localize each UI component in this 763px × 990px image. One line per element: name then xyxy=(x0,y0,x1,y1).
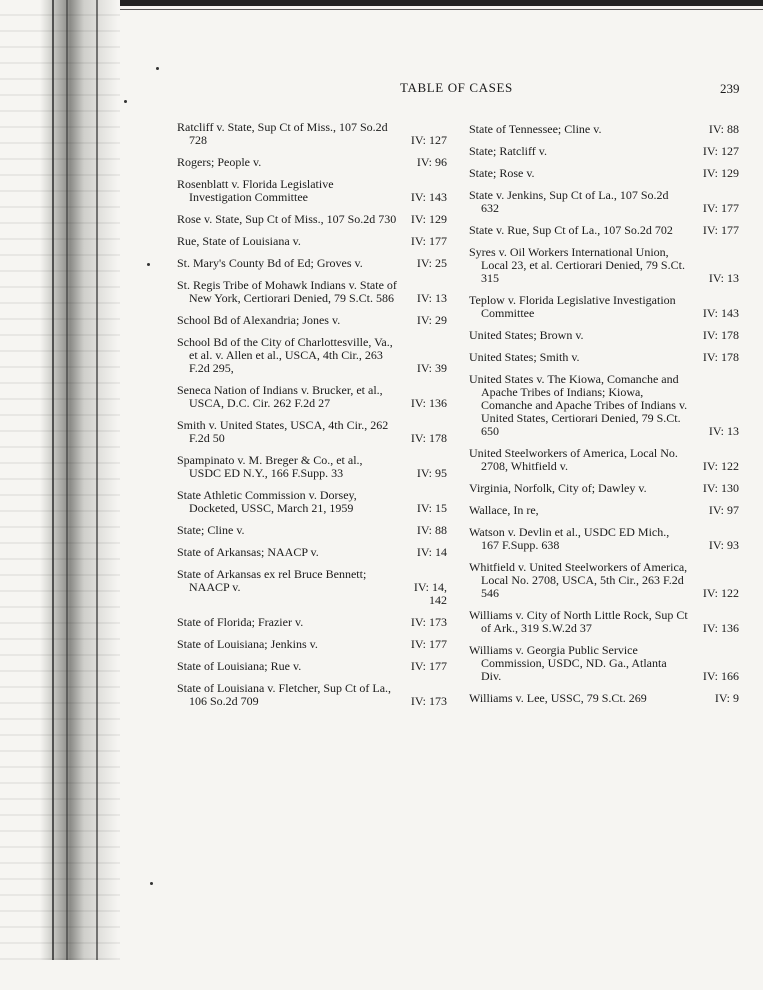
case-entry xyxy=(177,546,447,559)
case-name: Whitfield v. United Steelworkers of America, Local No. 2708, USCA, 5th Cir., 263 F.2d 546 xyxy=(469,560,688,600)
case-name: State of Florida; Frazier v. xyxy=(177,615,304,629)
case-reference: IV: 14, 142 xyxy=(413,580,447,607)
case-name: Rose v. State, Sup Ct of Miss., 107 So.2d 730 xyxy=(177,212,397,226)
case-name: State of Arkansas ex rel Bruce Bennett; NAACP v. xyxy=(177,567,367,594)
top-thin-rule xyxy=(40,9,763,10)
case-name: School Bd of the City of Charlottesville, Va., et al. v. Allen et al., USCA, 4th Cir., 263 F.2d 295, xyxy=(177,335,393,375)
case-entry xyxy=(177,213,447,226)
case-name: State v. Rue, Sup Ct of La., 107 So.2d 702 xyxy=(469,223,673,237)
case-entry xyxy=(177,682,447,708)
case-name: Syres v. Oil Workers International Union, Local 23, et al. Certiorari Denied, 79 S.Ct. 315 xyxy=(469,245,685,285)
case-reference: IV: 97 xyxy=(708,503,739,517)
case-entry xyxy=(469,504,739,517)
case-reference: IV: 122 xyxy=(702,586,739,600)
case-name: Rogers; People v. xyxy=(177,155,262,169)
binding-shadow xyxy=(0,0,120,960)
case-reference: IV: 129 xyxy=(410,212,447,226)
case-reference: IV: 29 xyxy=(416,313,447,327)
case-name: State; Rose v. xyxy=(469,166,535,180)
case-name: State of Louisiana; Rue v. xyxy=(177,659,302,673)
case-entry xyxy=(177,257,447,270)
case-entry xyxy=(177,235,447,248)
case-reference: IV: 39 xyxy=(416,361,447,375)
case-entry xyxy=(177,567,447,607)
case-reference: IV: 136 xyxy=(410,396,447,410)
scan-speck xyxy=(150,882,153,885)
scan-speck xyxy=(156,67,159,70)
case-entry xyxy=(177,314,447,327)
case-name: Watson v. Devlin et al., USDC ED Mich., 167 F.Supp. 638 xyxy=(469,525,670,552)
case-entry xyxy=(177,156,447,169)
case-entry xyxy=(177,178,447,204)
case-entry xyxy=(469,692,739,705)
case-name: United States; Smith v. xyxy=(469,350,580,364)
case-entry xyxy=(469,644,739,683)
case-name: Ratcliff v. State, Sup Ct of Miss., 107 So.2d 728 xyxy=(177,120,388,147)
case-name: State of Tennessee; Cline v. xyxy=(469,122,602,136)
case-name: Seneca Nation of Indians v. Brucker, et al., USCA, D.C. Cir. 262 F.2d 27 xyxy=(177,383,383,410)
case-name: State v. Jenkins, Sup Ct of La., 107 So.2d 632 xyxy=(469,188,669,215)
case-entry xyxy=(469,123,739,136)
case-reference: IV: 13 xyxy=(708,271,739,285)
case-name: Rue, State of Louisiana v. xyxy=(177,234,301,248)
case-entry xyxy=(469,609,739,635)
case-reference: IV: 177 xyxy=(410,637,447,651)
case-name: Wallace, In re, xyxy=(469,503,539,517)
case-entry xyxy=(469,561,739,600)
case-entry xyxy=(469,351,739,364)
case-reference: IV: 173 xyxy=(410,615,447,629)
case-reference: IV: 177 xyxy=(702,201,739,215)
case-reference: IV: 143 xyxy=(410,190,447,204)
case-entry xyxy=(469,246,739,285)
binding-line xyxy=(66,0,68,960)
case-reference: IV: 96 xyxy=(416,155,447,169)
case-entry xyxy=(469,373,739,438)
case-reference: IV: 88 xyxy=(416,523,447,537)
case-entry xyxy=(469,482,739,495)
case-name: Virginia, Norfolk, City of; Dawley v. xyxy=(469,481,647,495)
case-reference: IV: 13 xyxy=(416,291,447,305)
case-entry xyxy=(177,419,447,445)
page-title: TABLE OF CASES xyxy=(400,80,513,95)
case-entry xyxy=(177,121,447,147)
case-entry xyxy=(469,294,739,320)
case-name: United States; Brown v. xyxy=(469,328,584,342)
case-reference: IV: 25 xyxy=(416,256,447,270)
case-reference: IV: 127 xyxy=(702,144,739,158)
case-reference: IV: 143 xyxy=(702,306,739,320)
case-reference: IV: 136 xyxy=(702,621,739,635)
case-name: Rosenblatt v. Florida Legislative Investigation Committee xyxy=(177,177,334,204)
scan-speck xyxy=(124,100,127,103)
case-name: State; Ratcliff v. xyxy=(469,144,547,158)
case-name: St. Mary's County Bd of Ed; Groves v. xyxy=(177,256,363,270)
case-entry xyxy=(177,336,447,375)
left-case-column xyxy=(177,121,447,717)
case-name: State of Louisiana; Jenkins v. xyxy=(177,637,318,651)
case-name: School Bd of Alexandria; Jones v. xyxy=(177,313,341,327)
case-reference: IV: 13 xyxy=(708,424,739,438)
case-reference: IV: 130 xyxy=(702,481,739,495)
case-entry xyxy=(177,616,447,629)
case-entry xyxy=(469,447,739,473)
case-entry xyxy=(469,224,739,237)
case-reference: IV: 129 xyxy=(702,166,739,180)
case-name: Williams v. Lee, USSC, 79 S.Ct. 269 xyxy=(469,691,647,705)
scan-speck xyxy=(147,263,150,266)
case-name: St. Regis Tribe of Mohawk Indians v. State of New York, Certiorari Denied, 79 S.Ct. 586 xyxy=(177,278,397,305)
case-reference: IV: 122 xyxy=(702,459,739,473)
case-name: United States v. The Kiowa, Comanche and Apache Tribes of Indians; Kiowa, Comanche and Apache Tribes of Indians v. United States, Certiorari Denied, 79 S.Ct. 650 xyxy=(469,372,688,438)
case-reference: IV: 15 xyxy=(416,501,447,515)
case-entry xyxy=(469,189,739,215)
case-reference: IV: 177 xyxy=(702,223,739,237)
case-entry xyxy=(469,526,739,552)
case-name: Smith v. United States, USCA, 4th Cir., 262 F.2d 50 xyxy=(177,418,389,445)
case-name: State of Arkansas; NAACP v. xyxy=(177,545,319,559)
binding-line xyxy=(96,0,98,960)
binding-line xyxy=(52,0,54,960)
case-name: Williams v. Georgia Public Service Commission, USDC, ND. Ga., Atlanta Div. xyxy=(469,643,667,683)
case-name: State of Louisiana v. Fletcher, Sup Ct of La., 106 So.2d 709 xyxy=(177,681,392,708)
case-name: United Steelworkers of America, Local No. 2708, Whitfield v. xyxy=(469,446,678,473)
case-reference: IV: 178 xyxy=(702,350,739,364)
case-entry xyxy=(469,167,739,180)
case-name: State Athletic Commission v. Dorsey, Docketed, USSC, March 21, 1959 xyxy=(177,488,357,515)
case-reference: IV: 9 xyxy=(714,691,739,705)
case-entry xyxy=(177,279,447,305)
case-reference: IV: 177 xyxy=(410,234,447,248)
case-name: Williams v. City of North Little Rock, Sup Ct of Ark., 319 S.W.2d 37 xyxy=(469,608,688,635)
case-entry xyxy=(469,145,739,158)
case-reference: IV: 14 xyxy=(416,545,447,559)
case-reference: IV: 178 xyxy=(702,328,739,342)
case-reference: IV: 177 xyxy=(410,659,447,673)
case-reference: IV: 95 xyxy=(416,466,447,480)
case-reference: IV: 93 xyxy=(708,538,739,552)
case-name: State; Cline v. xyxy=(177,523,245,537)
case-name: Spampinato v. M. Breger & Co., et al., USDC ED N.Y., 166 F.Supp. 33 xyxy=(177,453,363,480)
case-reference: IV: 88 xyxy=(708,122,739,136)
case-entry xyxy=(177,454,447,480)
case-reference: IV: 166 xyxy=(702,669,739,683)
case-entry xyxy=(177,524,447,537)
case-entry xyxy=(177,489,447,515)
case-entry xyxy=(177,660,447,673)
case-reference: IV: 178 xyxy=(410,431,447,445)
case-entry xyxy=(177,384,447,410)
case-entry xyxy=(177,638,447,651)
right-case-column xyxy=(469,123,739,714)
case-name: Teplow v. Florida Legislative Investigation Committee xyxy=(469,293,676,320)
case-reference: IV: 173 xyxy=(410,694,447,708)
case-reference: IV: 127 xyxy=(410,133,447,147)
case-entry xyxy=(469,329,739,342)
page-number: 239 xyxy=(720,81,740,96)
